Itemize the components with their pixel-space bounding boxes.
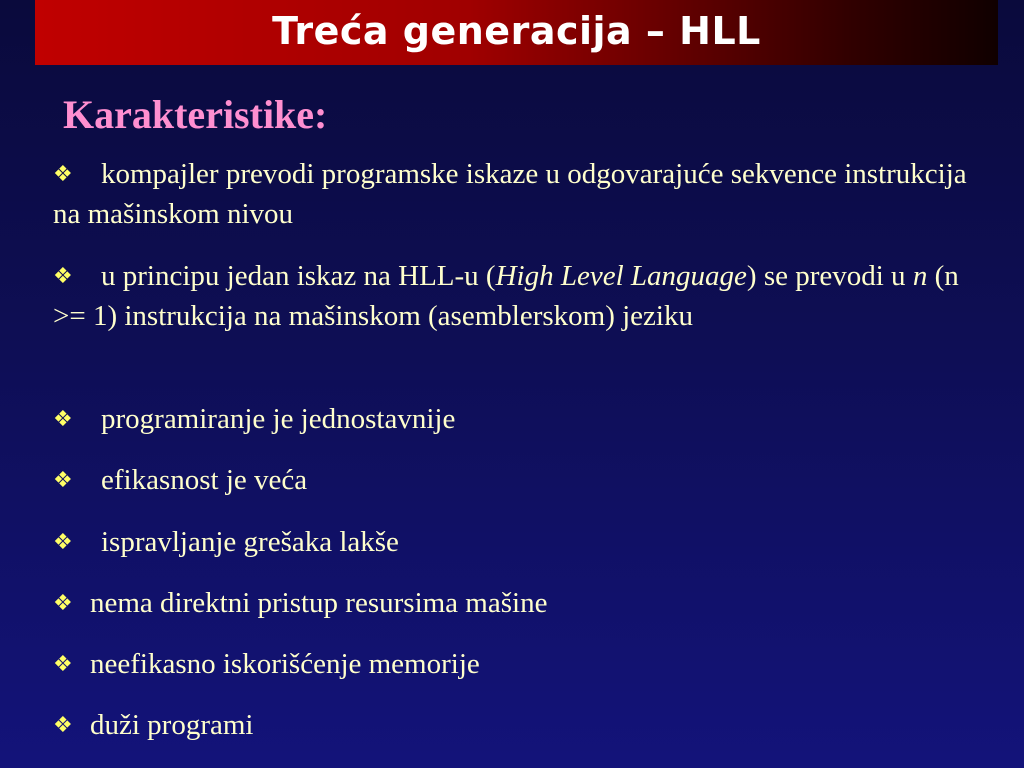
slide-subtitle: Karakteristike: [63, 92, 328, 137]
bullet-text: neefikasno iskorišćenje memorije [90, 648, 480, 680]
bullet-diamond-icon: ❖ [53, 529, 73, 554]
bullet-text: kompajler prevodi programske iskaze u odgovarajuće sekvence instrukcija na mašinskom nivou [53, 158, 967, 230]
bullet-text: programiranje je jednostavnije [101, 403, 456, 435]
bullet-diamond-icon: ❖ [53, 406, 73, 431]
bullet-item [53, 460, 983, 500]
bullet-item [53, 399, 983, 439]
bullet-diamond-icon: ❖ [53, 712, 73, 737]
bullet-text-italic: n [912, 260, 928, 292]
bullet-text: duži programi [90, 709, 254, 741]
bullet-item [53, 154, 983, 234]
bullet-diamond-icon: ❖ [53, 651, 73, 676]
bullet-diamond-icon: ❖ [53, 467, 73, 492]
bullet-text: ispravljanje grešaka lakše [101, 526, 399, 558]
bullet-diamond-icon: ❖ [53, 161, 73, 186]
bullet-item [53, 583, 983, 623]
bullet-diamond-icon: ❖ [53, 263, 73, 288]
bullet-item [53, 256, 983, 336]
slide-title: Treća generacija – HLL [272, 8, 761, 53]
bullet-text: u principu jedan iskaz na HLL-u ( [101, 260, 496, 292]
bullet-item [53, 522, 983, 562]
bullet-diamond-icon: ❖ [53, 590, 73, 615]
title-bar [35, 0, 998, 65]
bullet-text: nema direktni pristup resursima mašine [90, 587, 548, 619]
bullet-text-italic: High Level Language [495, 260, 747, 292]
bullet-text: ) se prevodi u [746, 260, 913, 292]
bullet-text: efikasnost je veća [101, 464, 308, 496]
bullet-text: (n >= 1) instrukcija na mašinskom (asemblerskom) jeziku [53, 260, 959, 332]
bullet-item [53, 644, 983, 684]
bullet-item [53, 705, 983, 745]
